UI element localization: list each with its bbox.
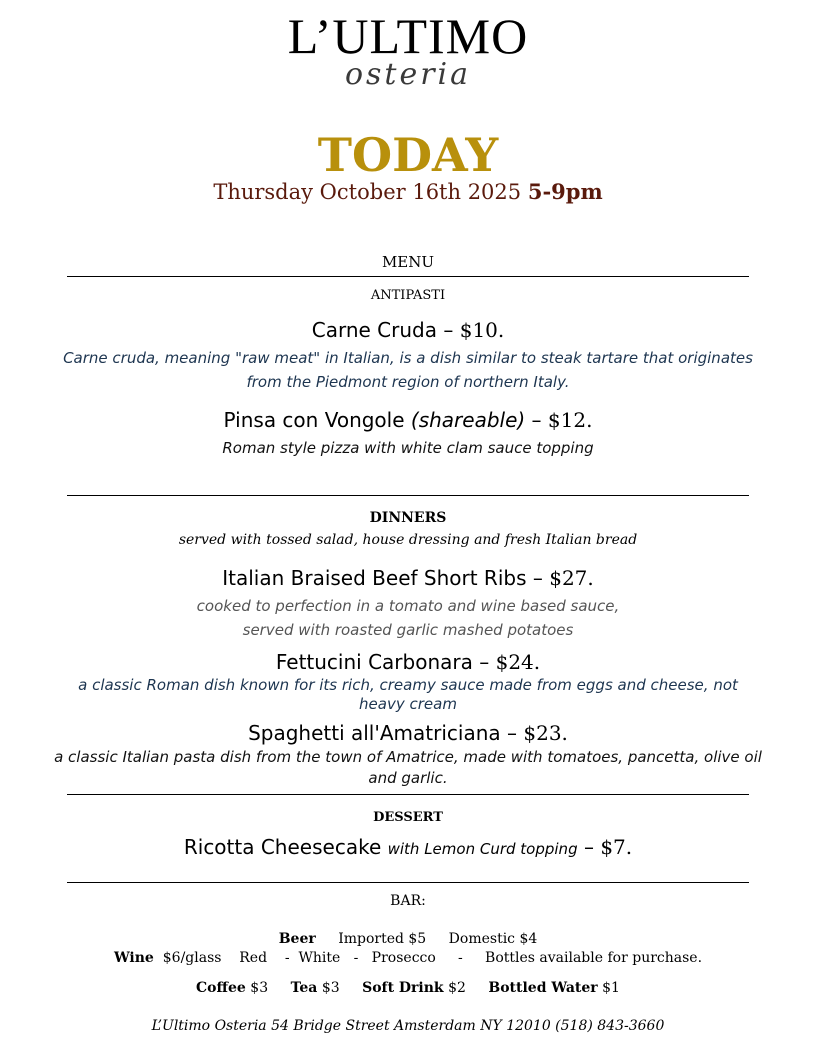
dinner-item-title: Fettucini Carbonara – $24. [275, 650, 541, 674]
item-name: Spaghetti all'Amatriciana [248, 721, 501, 745]
antipasti-item-title: Carne Cruda – $10. [311, 318, 505, 342]
beer-imported: Imported $5 [338, 931, 427, 947]
coffee-label: Coffee [196, 980, 246, 996]
item-description: Roman style pizza with white clam sauce topping [222, 439, 594, 457]
dinners-heading: DINNERS [369, 510, 447, 526]
date-text: Thursday October 16th 2025 [213, 180, 522, 204]
divider [67, 276, 749, 277]
water-price: $1 [602, 980, 620, 996]
date-line [0, 179, 816, 205]
water-label: Bottled Water [488, 980, 598, 996]
soft-drink-price: $2 [448, 980, 466, 996]
dinner-item-title: Italian Braised Beef Short Ribs – $27. [222, 566, 594, 590]
hours-text: 5-9pm [527, 179, 603, 204]
item-description: cooked to perfection in a tomato and wine based sauce, [196, 597, 620, 615]
beer-label: Beer [278, 931, 316, 947]
logo-wordmark: L’ULTIMO [287, 8, 529, 64]
item-description: served with roasted garlic mashed potatoes [242, 621, 574, 639]
bar-heading: BAR: [390, 893, 426, 909]
divider [67, 495, 749, 496]
dinner-item-title: Spaghetti all'Amatriciana – $23. [248, 721, 568, 745]
beer-domestic: Domestic $4 [448, 931, 538, 947]
item-price: $24. [495, 650, 541, 674]
footer-address: L’Ultimo Osteria 54 Bridge Street Amsterdam NY 12010 (518) 843-3660 [151, 1018, 665, 1034]
today-heading: TODAY [317, 128, 499, 182]
soft-drink-label: Soft Drink [362, 980, 444, 996]
beer-line [0, 930, 816, 948]
item-name: Pinsa con Vongole [223, 408, 405, 432]
logo-subtitle: osteria [344, 57, 472, 92]
item-price: $23. [523, 721, 568, 745]
tea-label: Tea [290, 980, 318, 996]
item-name: Carne Cruda [311, 318, 437, 342]
tea-price: $3 [321, 980, 340, 996]
item-note: with Lemon Curd topping [387, 840, 578, 858]
item-description: a classic Roman dish known for its rich, creamy sauce made from eggs and cheese, not heavy cream [78, 676, 738, 713]
antipasti-heading: ANTIPASTI [370, 288, 446, 303]
dinners-note: served with tossed salad, house dressing and fresh Italian bread [178, 532, 638, 548]
item-name: Italian Braised Beef Short Ribs [222, 566, 527, 590]
item-description: Carne cruda, meaning "raw meat" in Italian, is a dish similar to steak tartare that originates from the Piedmont region of northern Italy. [63, 349, 753, 391]
divider [67, 882, 749, 883]
item-price: $12. [547, 408, 593, 432]
wine-text: $6/glass Red - White - Prosecco - Bottles available for purchase. [162, 950, 703, 966]
wine-label: Wine [113, 950, 154, 966]
divider [67, 794, 749, 795]
dessert-heading: DESSERT [373, 810, 443, 825]
antipasti-item-title: Pinsa con Vongole (shareable) – $12. [223, 408, 593, 432]
item-price: $27. [549, 566, 594, 590]
item-name: Ricotta Cheesecake [183, 835, 382, 859]
wine-line [0, 949, 816, 967]
item-name: Fettucini Carbonara [275, 650, 473, 674]
menu-heading: MENU [381, 253, 435, 271]
item-description: a classic Italian pasta dish from the town of Amatrice, made with tomatoes, pancetta, olive oil and garlic. [54, 748, 762, 787]
dessert-item-title: Ricotta Cheesecake with Lemon Curd topping – $7. [183, 835, 633, 859]
item-price: $7. [600, 835, 633, 859]
item-note: (shareable) [410, 408, 526, 432]
drinks-line [0, 979, 816, 997]
item-price: $10. [459, 318, 505, 342]
coffee-price: $3 [250, 980, 269, 996]
